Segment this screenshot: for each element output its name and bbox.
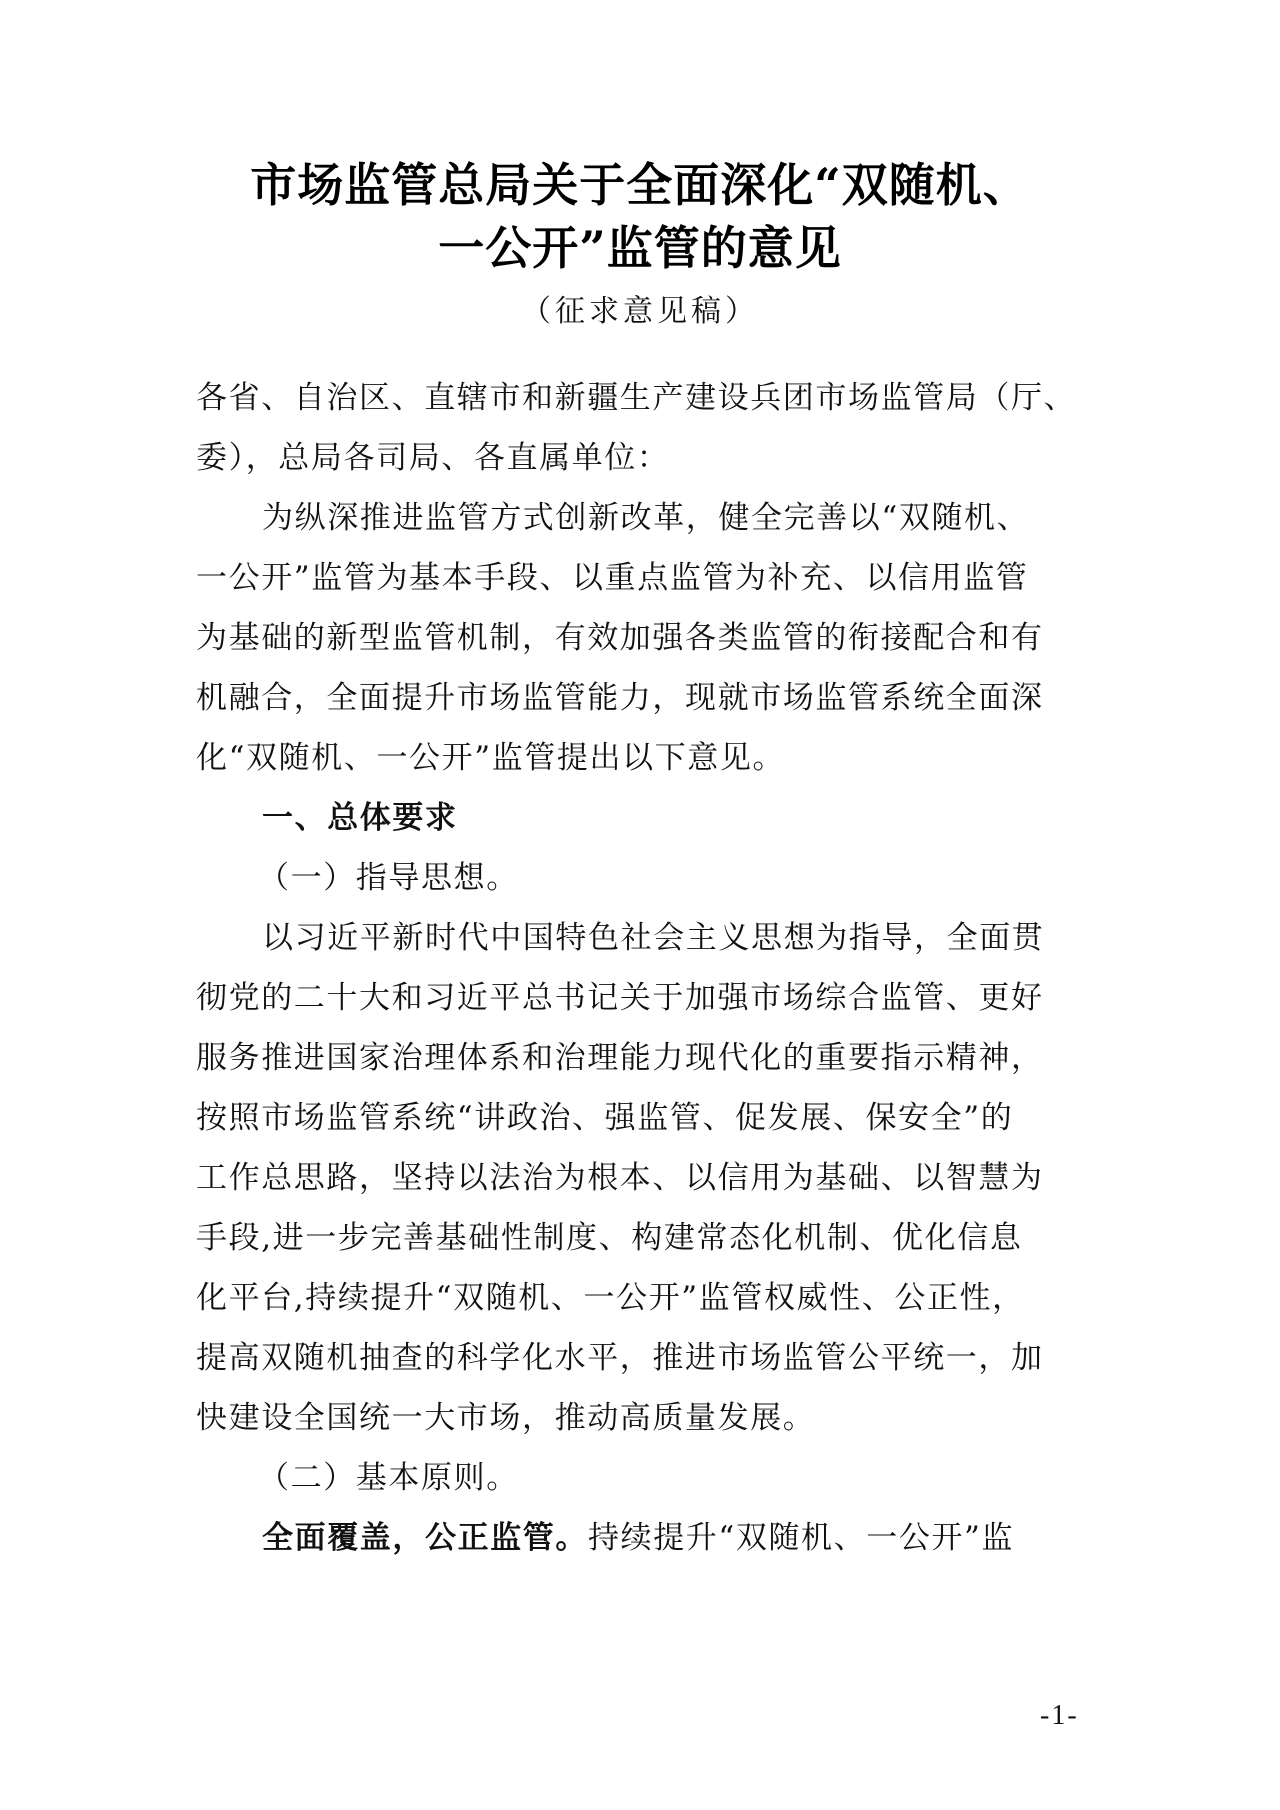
document-subtitle: （征求意见稿） [521, 294, 759, 329]
section-heading-general-requirements: 一、总体要求 [262, 800, 458, 836]
intro-line-2: 一公开”监管为基本手段、以重点监管为补充、以信用监管 [196, 560, 1029, 596]
guiding-line-8: 提高双随机抽查的科学化水平，推进市场监管公平统一，加 [196, 1340, 1044, 1376]
guiding-line-9: 快建设全国统一大市场，推动高质量发展。 [196, 1400, 816, 1436]
document-title-line-1: 市场监管总局关于全面深化“双随机、 [250, 158, 1030, 212]
intro-line-5: 化“双随机、一公开”监管提出以下意见。 [196, 740, 786, 776]
page-number: -1- [1040, 1700, 1079, 1731]
guiding-line-3: 服务推进国家治理体系和治理能力现代化的重要指示精神， [196, 1040, 1044, 1076]
guiding-line-5: 工作总思路，坚持以法治为根本、以信用为基础、以智慧为 [196, 1160, 1044, 1196]
intro-line-1: 为纵深推进监管方式创新改革，健全完善以“双随机、 [262, 500, 1030, 536]
guiding-line-7: 化平台,持续提升“双随机、一公开”监管权威性、公正性， [196, 1280, 1025, 1316]
guiding-line-1: 以习近平新时代中国特色社会主义思想为指导，全面贯 [262, 920, 1045, 956]
guiding-line-2: 彻党的二十大和习近平总书记关于加强市场综合监管、更好 [196, 980, 1044, 1016]
principle-1-text: 持续提升“双随机、一公开”监 [588, 1520, 1015, 1556]
addressee-line-2: 委），总局各司局、各直属单位： [196, 440, 670, 476]
subsection-heading-guiding-thought: （一）指导思想。 [258, 860, 519, 896]
document-title-line-2: 一公开”监管的意见 [438, 221, 842, 275]
intro-line-3: 为基础的新型监管机制，有效加强各类监管的衔接配合和有 [196, 620, 1044, 656]
addressee-line-1: 各省、自治区、直辖市和新疆生产建设兵团市场监管局（厅、 [196, 380, 1077, 416]
intro-line-4: 机融合，全面提升市场监管能力，现就市场监管系统全面深 [196, 680, 1044, 716]
subsection-heading-basic-principles: （二）基本原则。 [258, 1460, 519, 1496]
principle-1-lead: 全面覆盖，公正监管。 [262, 1520, 588, 1556]
principle-1-paragraph [262, 1516, 1152, 1560]
guiding-line-4: 按照市场监管系统“讲政治、强监管、促发展、保安全”的 [196, 1100, 1014, 1136]
guiding-line-6: 手段,进一步完善基础性制度、构建常态化机制、优化信息 [196, 1220, 1023, 1256]
